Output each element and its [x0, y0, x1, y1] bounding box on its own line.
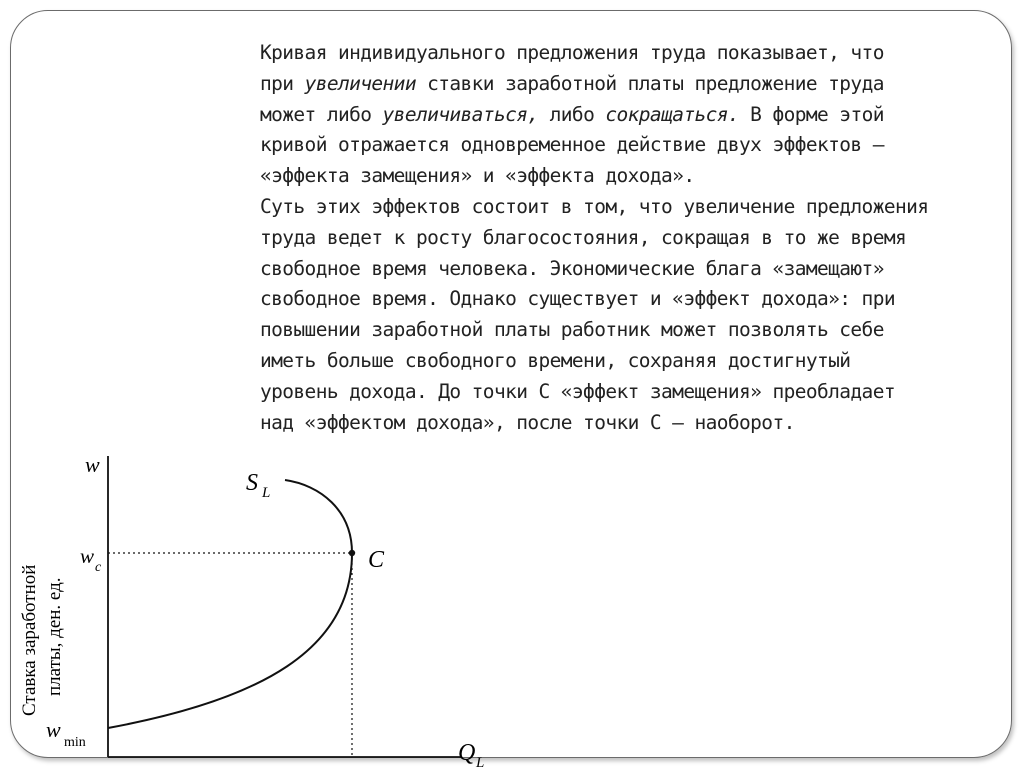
text-line: труда ведет к росту благосостояния, сокращая в то же время — [260, 225, 907, 249]
text-line: кривой отражается одновременное действие двух эффектов – — [260, 133, 884, 157]
text-line: над «эффектом дохода», после точки С – наоборот. — [260, 410, 795, 434]
body-text — [260, 38, 1020, 438]
x-axis-subscript: L — [476, 755, 485, 768]
curve-symbol: S — [246, 470, 258, 496]
point-c-label: C — [368, 547, 385, 573]
text-line: свободное время человека. Экономические блага «замещают» — [260, 256, 884, 280]
text-line: иметь больше свободного времени, сохраняя достигнутый — [260, 348, 851, 372]
point-c-marker — [349, 550, 355, 556]
text-line: Суть этих эффектов состоит в том, что увеличение предложения — [260, 194, 929, 218]
y-axis-title-line2: платы, ден. ед. — [44, 577, 65, 696]
text-run: при — [260, 71, 305, 95]
text-run: может либо — [260, 102, 383, 126]
wc-subscript: c — [95, 560, 102, 575]
emphasis-increase: увеличении — [304, 71, 416, 95]
text-run: В форме этой — [739, 102, 884, 126]
text-line: «эффекта замещения» и «эффекта дохода». — [260, 164, 695, 188]
text-line: повышении заработной платы работник может позволять себе — [260, 318, 884, 342]
wmin-subscript: min — [64, 735, 86, 750]
wc-symbol: w — [80, 544, 95, 568]
supply-curve — [108, 480, 352, 728]
text-line: Кривая индивидуального предложения труда показывает, что — [260, 41, 884, 64]
labor-supply-graph — [0, 440, 520, 768]
wmin-symbol: w — [46, 717, 61, 742]
y-axis-symbol: w — [85, 452, 100, 477]
y-axis-title-line1: Ставка заработной — [19, 564, 40, 716]
text-line — [260, 100, 1020, 131]
text-line — [260, 69, 1020, 100]
curve-subscript: L — [262, 485, 271, 501]
emphasis-grow: увеличиваться, — [382, 102, 539, 126]
emphasis-shrink: сокращаться. — [605, 102, 740, 126]
x-axis-symbol: Q — [458, 740, 476, 766]
text-line: уровень дохода. До точки С «эффект замещения» преобладает — [260, 379, 895, 403]
text-line: свободное время. Однако существует и «эффект дохода»: при — [260, 287, 895, 311]
text-run: ставки заработной платы предложение труда — [415, 71, 884, 95]
text-run: либо — [538, 102, 606, 126]
